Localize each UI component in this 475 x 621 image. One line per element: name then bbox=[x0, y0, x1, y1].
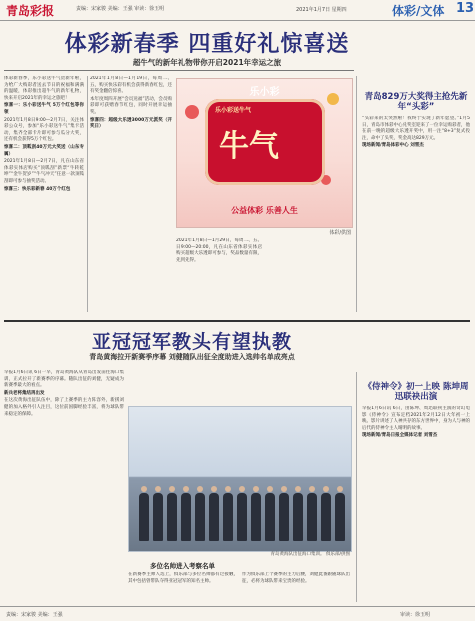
article2-body4: 作为俱乐部上个赛季的主力后腰，刘健此番跟随球队出征，必将为球队带来宝贵的经验。 bbox=[242, 572, 350, 584]
promo-banner-label: 乐小彩送牛气 bbox=[215, 107, 252, 114]
column-rule bbox=[356, 372, 357, 602]
article1-para2: 2021年1月8日—2月7日，凡在山东省体彩实体店购买“顶呱刮”新票“牛转乾坤”“金牛贺岁”“牛气冲天”任意一款顶呱刮即可参与抽奖活动。 bbox=[4, 159, 84, 184]
player-figure bbox=[153, 493, 163, 541]
article2-body1: 早报1月6日讯 6日一早，青岛黄海队从青岛出发前往海口集训，正式拉开了新赛季的序幕。随队出征的刘健，无疑成为新赛季最大的看点。 bbox=[4, 370, 124, 389]
section-divider bbox=[4, 320, 470, 322]
player-figure bbox=[181, 493, 191, 541]
article2-headline: 亚冠冠军教头有望执教 bbox=[91, 331, 292, 353]
player-figure bbox=[209, 493, 219, 541]
player-figure bbox=[223, 493, 233, 541]
sidebar1-credit: 现场新闻/青岛体彩中心 刘雪杰 bbox=[362, 143, 424, 149]
page-number: 13 bbox=[456, 1, 475, 16]
footer bbox=[0, 606, 475, 621]
article2-section-head2: 多位名帅进入考察名单 bbox=[150, 562, 215, 570]
footer-credits: 责编：宋家骏 美编：王强 bbox=[6, 612, 63, 618]
newspaper-logo: 青岛彩报 bbox=[6, 4, 55, 18]
issue-date: 2021年1月7日 星期四 bbox=[296, 7, 347, 13]
player-figure bbox=[167, 493, 177, 541]
player-figure bbox=[279, 493, 289, 541]
sidebar1-text: “头彩来的太突然啦！我终于实现了新年愿望。”1月5日，青岛市体彩中心兑奖室迎来了一位幸运购彩者，他在前一晚的超级大乐透开奖中，用一注“8+3”复式投注，命中了头奖，奖金高达829万元。 bbox=[362, 116, 470, 141]
sidebar1-body bbox=[362, 116, 470, 306]
article1-para3-head: 惊喜三：快乐彩新春 40万个红包 bbox=[4, 186, 71, 192]
article1-para1-head: 惊喜一：乐小彩送牛气 5万个红包等你领 bbox=[4, 103, 84, 115]
article2-body2: 在这次黄海出征队伍中，除了上赛季的主力阵容外，新援刘健的加入格外引人注目，这位前国脚经验丰富，将为球队带来稳定的保障。 bbox=[4, 398, 124, 417]
player-figure bbox=[251, 493, 261, 541]
column-rule bbox=[356, 76, 357, 312]
article1-para3: 2021年1月8日—1月19日，每周二、五，购买快乐彩有机会获得新春红包，还有奖金翻倍惊喜。 bbox=[90, 76, 172, 95]
player-figure bbox=[139, 493, 149, 541]
sidebar2-body bbox=[362, 406, 470, 602]
article2-col2 bbox=[128, 572, 238, 604]
article1-lead: 体彩新春季，乐小彩送牛气贺新年啦，为给广大购彩者送去节日的祝福和满满的温暖，体彩推出超牛气的新年礼物，快来开启2021年的幸运之旅吧！ bbox=[4, 76, 84, 101]
article2-subheadline: 青岛黄海拉开新赛季序幕 刘健随队出征全度助进入选帅名单成亮点 bbox=[89, 353, 295, 361]
article2-body3: 在新赛季主帅人选上，俱乐部与多位名帅都有过接触，其中包括曾带队夺得亚冠冠军的知名主帅。 bbox=[128, 572, 238, 584]
ornament-ball bbox=[327, 93, 339, 105]
masthead bbox=[0, 0, 475, 21]
article1-col3 bbox=[176, 238, 262, 318]
article1-col2 bbox=[90, 76, 172, 316]
sidebar1-title: 青岛829万大奖得主抢先新年“头彩” bbox=[364, 92, 468, 112]
article1-para4-head: 惊喜四：超级大乐透3000万元派奖（开奖日） bbox=[90, 117, 172, 130]
promo-top-text: 乐小彩 bbox=[249, 87, 280, 98]
player-figure bbox=[321, 493, 331, 541]
section-name: 体彩/文体 bbox=[392, 4, 445, 18]
player-figure bbox=[265, 493, 275, 541]
article1-headline: 体彩新春季 四重好礼惊喜送 bbox=[64, 31, 350, 57]
photo-credit: 体彩/供图 bbox=[329, 230, 351, 236]
article1-para1: 2021年1月8日9:00—2月7日，关注体彩公众号，参加“乐小彩送牛气”集卡活动，集齐全部卡片即可参与瓜分大奖，还有机会获得5万个红包。 bbox=[4, 117, 84, 143]
promo-banner-title: 牛气 bbox=[219, 129, 279, 164]
article2-col3 bbox=[242, 572, 350, 604]
article1-para5: 2021年1月8日—1月29日，每周二、五、日9:00—20:00，凡在山东省体彩实体店购买超级大乐透即可参与，奖品数量有限，先到先得。 bbox=[176, 238, 262, 263]
article2-col1 bbox=[4, 370, 124, 600]
editor-credits: 责编：宋家骏 美编：王强 审读：徐玉明 bbox=[76, 6, 165, 12]
article1-para4: 本年度周四开展“会员送福”活动，会员购彩即可获赠春节红包，同时开展幸运抽奖。 bbox=[90, 96, 172, 115]
promo-photo bbox=[176, 78, 353, 228]
article1-col1 bbox=[4, 76, 84, 316]
player-figure bbox=[293, 493, 303, 541]
promo-slogan: 公益体彩 乐善人生 bbox=[231, 206, 298, 215]
player-figure bbox=[237, 493, 247, 541]
column-rule bbox=[87, 76, 88, 312]
player-figure bbox=[307, 493, 317, 541]
article1-para2-head: 惊喜二：顶呱刮40万元大奖送（山东专属） bbox=[4, 144, 84, 157]
player-figure bbox=[335, 493, 345, 541]
player-figure bbox=[195, 493, 205, 541]
sidebar2-text: 早报1月6日讯 6日，由陈坤、周迅联袂主演的奇幻电影《侍神令》宣布定档2021年2月12日大年初一上映。影片讲述了人神共存的东方世界中，身为人与神的后代的侍神令主人晴明的故事。 bbox=[362, 406, 470, 431]
sidebar2-credit: 现场新闻/青岛日报全媒体记者 刘雪杰 bbox=[362, 433, 438, 439]
article2-section-head1: 新兵老将集结再出发 bbox=[4, 390, 45, 396]
divider bbox=[4, 70, 354, 71]
footer-reviewer: 审读：徐玉明 bbox=[400, 612, 431, 618]
team-photo-caption: 青岛黄海队出征海口集训。 俱乐部/供图 bbox=[270, 552, 350, 557]
article1-subheadline: 超牛气的新年礼物带你开启2021年幸运之旅 bbox=[132, 58, 282, 67]
sidebar2-title: 《侍神令》初一上映 陈坤周迅联袂出演 bbox=[363, 382, 469, 402]
ornament-ball bbox=[185, 105, 199, 119]
team-photo bbox=[128, 406, 352, 552]
promo-banner bbox=[205, 99, 325, 185]
